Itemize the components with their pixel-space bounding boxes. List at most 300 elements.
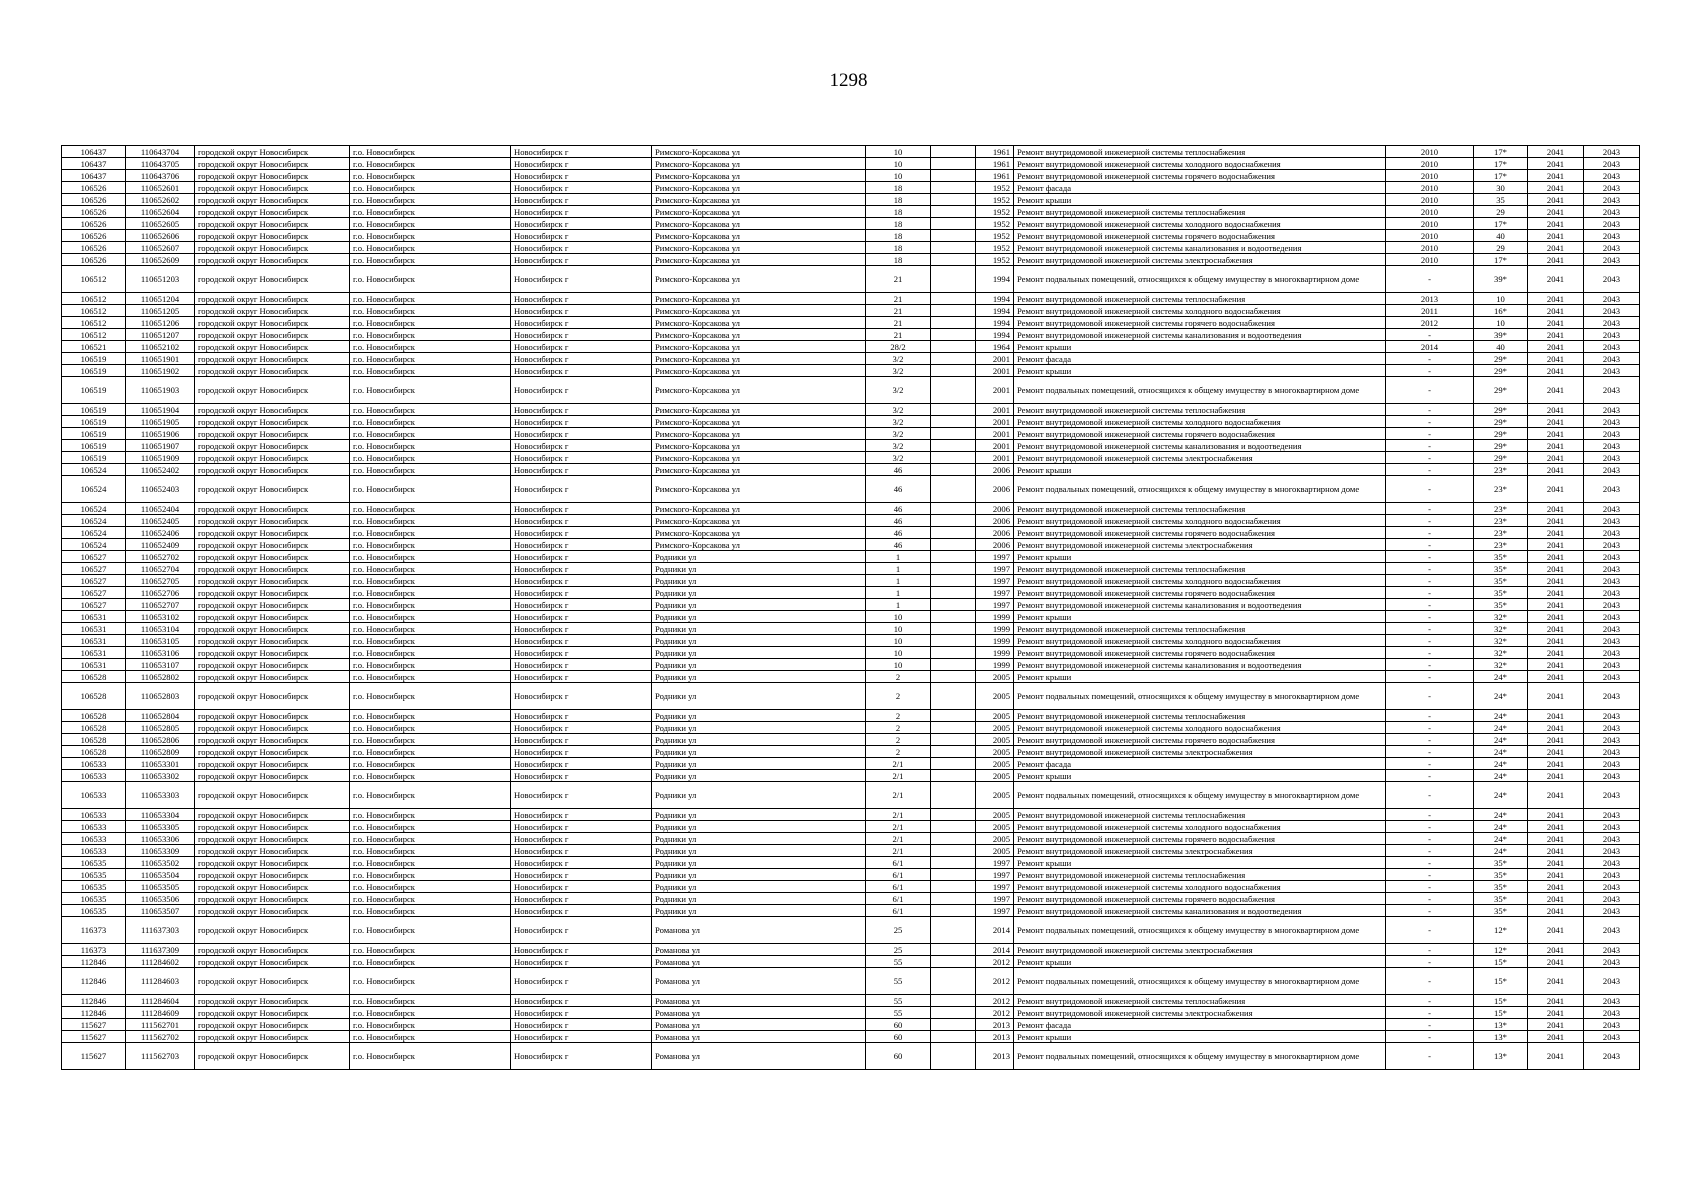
locality-cell: Новосибирск г [511,893,652,905]
house-id-cell: 106521 [62,341,126,353]
settlement-cell: г.о. Новосибирск [350,539,511,551]
last-repair-year-cell: - [1386,956,1474,968]
street-cell: Римского-Корсакова ул [652,305,866,317]
house-id-cell: 116373 [62,917,126,944]
work-id-cell: 110652805 [126,722,195,734]
planned-end-cell: 2043 [1584,440,1640,452]
street-cell: Римского-Корсакова ул [652,503,866,515]
last-repair-year-cell: - [1386,821,1474,833]
street-cell: Романова ул [652,1043,866,1070]
street-cell: Римского-Корсакова ул [652,230,866,242]
house-number-cell: 21 [866,266,931,293]
planned-start-cell: 2041 [1528,869,1584,881]
planned-end-cell: 2043 [1584,683,1640,710]
house-number-cell: 10 [866,158,931,170]
building-cell [931,377,976,404]
locality-cell: Новосибирск г [511,722,652,734]
service-life-cell: 12* [1474,917,1528,944]
work-id-cell: 110652409 [126,539,195,551]
locality-cell: Новосибирск г [511,158,652,170]
street-cell: Родники ул [652,746,866,758]
house-id-cell: 106531 [62,659,126,671]
building-cell [931,464,976,476]
table-row [62,527,1640,539]
planned-start-cell: 2041 [1528,464,1584,476]
planned-start-cell: 2041 [1528,734,1584,746]
building-cell [931,758,976,770]
last-repair-year-cell: 2014 [1386,341,1474,353]
street-cell: Родники ул [652,758,866,770]
work-id-cell: 110652802 [126,671,195,683]
building-cell [931,341,976,353]
planned-end-cell: 2043 [1584,428,1640,440]
street-cell: Родники ул [652,833,866,845]
locality-cell: Новосибирск г [511,1031,652,1043]
service-life-cell: 12* [1474,944,1528,956]
construction-year-cell: 1961 [976,170,1014,182]
settlement-cell: г.о. Новосибирск [350,476,511,503]
table-row [62,881,1640,893]
construction-year-cell: 2005 [976,710,1014,722]
settlement-cell: г.о. Новосибирск [350,683,511,710]
table-row [62,623,1640,635]
planned-start-cell: 2041 [1528,353,1584,365]
work-type-cell: Ремонт внутридомовой инженерной системы холодного водоснабжения [1014,821,1386,833]
street-cell: Римского-Корсакова ул [652,452,866,464]
work-type-cell: Ремонт внутридомовой инженерной системы горячего водоснабжения [1014,527,1386,539]
service-life-cell: 10 [1474,293,1528,305]
house-number-cell: 46 [866,539,931,551]
last-repair-year-cell: - [1386,809,1474,821]
service-life-cell: 24* [1474,821,1528,833]
house-id-cell: 106512 [62,293,126,305]
work-id-cell: 110653106 [126,647,195,659]
building-cell [931,503,976,515]
street-cell: Романова ул [652,1019,866,1031]
building-cell [931,182,976,194]
locality-cell: Новосибирск г [511,671,652,683]
street-cell: Римского-Корсакова ул [652,293,866,305]
house-id-cell: 106524 [62,464,126,476]
work-type-cell: Ремонт внутридомовой инженерной системы электроснабжения [1014,452,1386,464]
street-cell: Родники ул [652,710,866,722]
construction-year-cell: 1994 [976,317,1014,329]
work-id-cell: 110652706 [126,587,195,599]
table-row [62,293,1640,305]
work-type-cell: Ремонт внутридомовой инженерной системы холодного водоснабжения [1014,158,1386,170]
service-life-cell: 24* [1474,734,1528,746]
house-id-cell: 106527 [62,575,126,587]
planned-start-cell: 2041 [1528,476,1584,503]
table-row [62,647,1640,659]
planned-start-cell: 2041 [1528,758,1584,770]
planned-end-cell: 2043 [1584,587,1640,599]
house-number-cell: 3/2 [866,416,931,428]
table-row [62,809,1640,821]
construction-year-cell: 2005 [976,734,1014,746]
last-repair-year-cell: 2010 [1386,242,1474,254]
street-cell: Родники ул [652,722,866,734]
planned-end-cell: 2043 [1584,710,1640,722]
building-cell [931,671,976,683]
table-row [62,365,1640,377]
work-type-cell: Ремонт внутридомовой инженерной системы канализования и водоотведения [1014,440,1386,452]
work-id-cell: 110651203 [126,266,195,293]
building-cell [931,206,976,218]
house-number-cell: 2/1 [866,770,931,782]
municipal-district-cell: городской округ Новосибирск [195,782,350,809]
house-number-cell: 3/2 [866,353,931,365]
last-repair-year-cell: 2010 [1386,182,1474,194]
work-type-cell: Ремонт внутридомовой инженерной системы горячего водоснабжения [1014,230,1386,242]
table-row [62,305,1640,317]
settlement-cell: г.о. Новосибирск [350,218,511,230]
house-number-cell: 25 [866,944,931,956]
house-number-cell: 28/2 [866,341,931,353]
planned-end-cell: 2043 [1584,845,1640,857]
municipal-district-cell: городской округ Новосибирск [195,146,350,158]
settlement-cell: г.о. Новосибирск [350,1019,511,1031]
building-cell [931,317,976,329]
work-id-cell: 110652604 [126,206,195,218]
building-cell [931,575,976,587]
house-id-cell: 106531 [62,647,126,659]
work-id-cell: 111284609 [126,1007,195,1019]
building-cell [931,734,976,746]
service-life-cell: 29* [1474,416,1528,428]
last-repair-year-cell: - [1386,1007,1474,1019]
street-cell: Родники ул [652,782,866,809]
planned-end-cell: 2043 [1584,527,1640,539]
locality-cell: Новосибирск г [511,956,652,968]
locality-cell: Новосибирск г [511,416,652,428]
table-row [62,206,1640,218]
locality-cell: Новосибирск г [511,905,652,917]
service-life-cell: 13* [1474,1031,1528,1043]
house-number-cell: 6/1 [866,905,931,917]
street-cell: Родники ул [652,659,866,671]
work-type-cell: Ремонт внутридомовой инженерной системы канализования и водоотведения [1014,659,1386,671]
service-life-cell: 24* [1474,758,1528,770]
locality-cell: Новосибирск г [511,266,652,293]
house-id-cell: 106526 [62,254,126,266]
municipal-district-cell: городской округ Новосибирск [195,341,350,353]
service-life-cell: 23* [1474,464,1528,476]
service-life-cell: 35* [1474,599,1528,611]
house-number-cell: 2 [866,671,931,683]
work-id-cell: 110651206 [126,317,195,329]
work-id-cell: 110652702 [126,551,195,563]
locality-cell: Новосибирск г [511,452,652,464]
work-type-cell: Ремонт внутридомовой инженерной системы горячего водоснабжения [1014,170,1386,182]
work-type-cell: Ремонт крыши [1014,1031,1386,1043]
street-cell: Родники ул [652,845,866,857]
construction-year-cell: 2005 [976,821,1014,833]
building-cell [931,539,976,551]
work-type-cell: Ремонт внутридомовой инженерной системы горячего водоснабжения [1014,587,1386,599]
house-id-cell: 106535 [62,881,126,893]
table-row [62,476,1640,503]
table-row [62,722,1640,734]
last-repair-year-cell: - [1386,404,1474,416]
house-id-cell: 106527 [62,551,126,563]
building-cell [931,782,976,809]
work-id-cell: 111562703 [126,1043,195,1070]
planned-end-cell: 2043 [1584,242,1640,254]
building-cell [931,404,976,416]
construction-year-cell: 2006 [976,527,1014,539]
building-cell [931,869,976,881]
table-row [62,464,1640,476]
table-row [62,440,1640,452]
table-row [62,671,1640,683]
service-life-cell: 17* [1474,146,1528,158]
construction-year-cell: 1999 [976,623,1014,635]
locality-cell: Новосибирск г [511,377,652,404]
work-type-cell: Ремонт крыши [1014,671,1386,683]
settlement-cell: г.о. Новосибирск [350,230,511,242]
last-repair-year-cell: 2013 [1386,293,1474,305]
building-cell [931,770,976,782]
street-cell: Родники ул [652,647,866,659]
planned-end-cell: 2043 [1584,266,1640,293]
construction-year-cell: 1952 [976,254,1014,266]
house-number-cell: 46 [866,503,931,515]
work-id-cell: 110651905 [126,416,195,428]
construction-year-cell: 1997 [976,587,1014,599]
locality-cell: Новосибирск г [511,575,652,587]
work-type-cell: Ремонт внутридомовой инженерной системы горячего водоснабжения [1014,317,1386,329]
house-number-cell: 1 [866,587,931,599]
building-cell [931,881,976,893]
settlement-cell: г.о. Новосибирск [350,845,511,857]
municipal-district-cell: городской округ Новосибирск [195,722,350,734]
table-body [62,146,1640,1070]
service-life-cell: 15* [1474,968,1528,995]
municipal-district-cell: городской округ Новосибирск [195,746,350,758]
service-life-cell: 35* [1474,881,1528,893]
table-row [62,146,1640,158]
house-number-cell: 6/1 [866,857,931,869]
work-id-cell: 111284603 [126,968,195,995]
house-number-cell: 46 [866,527,931,539]
house-number-cell: 1 [866,575,931,587]
table-row [62,770,1640,782]
service-life-cell: 29* [1474,428,1528,440]
work-id-cell: 110643705 [126,158,195,170]
last-repair-year-cell: - [1386,869,1474,881]
last-repair-year-cell: - [1386,527,1474,539]
locality-cell: Новосибирск г [511,440,652,452]
service-life-cell: 13* [1474,1019,1528,1031]
construction-year-cell: 2006 [976,539,1014,551]
construction-year-cell: 1952 [976,242,1014,254]
last-repair-year-cell: - [1386,968,1474,995]
work-type-cell: Ремонт внутридомовой инженерной системы горячего водоснабжения [1014,428,1386,440]
construction-year-cell: 1961 [976,146,1014,158]
construction-year-cell: 1997 [976,881,1014,893]
municipal-district-cell: городской округ Новосибирск [195,623,350,635]
street-cell: Родники ул [652,587,866,599]
service-life-cell: 35* [1474,575,1528,587]
planned-start-cell: 2041 [1528,968,1584,995]
planned-start-cell: 2041 [1528,377,1584,404]
building-cell [931,917,976,944]
work-id-cell: 110653107 [126,659,195,671]
building-cell [931,440,976,452]
municipal-district-cell: городской округ Новосибирск [195,611,350,623]
planned-start-cell: 2041 [1528,683,1584,710]
planned-end-cell: 2043 [1584,671,1640,683]
street-cell: Родники ул [652,599,866,611]
locality-cell: Новосибирск г [511,329,652,341]
last-repair-year-cell: - [1386,1031,1474,1043]
house-number-cell: 2/1 [866,809,931,821]
planned-end-cell: 2043 [1584,158,1640,170]
service-life-cell: 24* [1474,722,1528,734]
work-type-cell: Ремонт подвальных помещений, относящихся к общему имуществу в многоквартирном доме [1014,1043,1386,1070]
work-type-cell: Ремонт внутридомовой инженерной системы электроснабжения [1014,1007,1386,1019]
house-id-cell: 106535 [62,905,126,917]
last-repair-year-cell: - [1386,416,1474,428]
locality-cell: Новосибирск г [511,503,652,515]
last-repair-year-cell: 2010 [1386,194,1474,206]
last-repair-year-cell: 2010 [1386,146,1474,158]
table-row [62,194,1640,206]
table-row [62,611,1640,623]
service-life-cell: 24* [1474,782,1528,809]
house-id-cell: 106524 [62,503,126,515]
service-life-cell: 17* [1474,158,1528,170]
house-number-cell: 55 [866,968,931,995]
locality-cell: Новосибирск г [511,515,652,527]
work-type-cell: Ремонт фасада [1014,182,1386,194]
table-row [62,377,1640,404]
construction-year-cell: 1994 [976,305,1014,317]
planned-start-cell: 2041 [1528,575,1584,587]
work-type-cell: Ремонт крыши [1014,857,1386,869]
street-cell: Римского-Корсакова ул [652,266,866,293]
last-repair-year-cell: - [1386,551,1474,563]
service-life-cell: 24* [1474,671,1528,683]
settlement-cell: г.о. Новосибирск [350,575,511,587]
table-row [62,242,1640,254]
municipal-district-cell: городской округ Новосибирск [195,476,350,503]
last-repair-year-cell: - [1386,1019,1474,1031]
building-cell [931,365,976,377]
construction-year-cell: 2001 [976,416,1014,428]
house-number-cell: 10 [866,647,931,659]
locality-cell: Новосибирск г [511,833,652,845]
planned-start-cell: 2041 [1528,635,1584,647]
building-cell [931,266,976,293]
service-life-cell: 32* [1474,635,1528,647]
municipal-district-cell: городской округ Новосибирск [195,452,350,464]
table-row [62,1043,1640,1070]
construction-year-cell: 2013 [976,1019,1014,1031]
work-type-cell: Ремонт внутридомовой инженерной системы горячего водоснабжения [1014,734,1386,746]
last-repair-year-cell: - [1386,266,1474,293]
work-id-cell: 110651903 [126,377,195,404]
work-id-cell: 110653506 [126,893,195,905]
locality-cell: Новосибирск г [511,746,652,758]
last-repair-year-cell: - [1386,995,1474,1007]
locality-cell: Новосибирск г [511,995,652,1007]
table-row [62,857,1640,869]
table-row [62,821,1640,833]
street-cell: Римского-Корсакова ул [652,440,866,452]
locality-cell: Новосибирск г [511,944,652,956]
settlement-cell: г.о. Новосибирск [350,452,511,464]
work-type-cell: Ремонт подвальных помещений, относящихся к общему имуществу в многоквартирном доме [1014,917,1386,944]
house-id-cell: 116373 [62,944,126,956]
planned-start-cell: 2041 [1528,170,1584,182]
house-id-cell: 106519 [62,428,126,440]
planned-end-cell: 2043 [1584,515,1640,527]
house-number-cell: 10 [866,146,931,158]
municipal-district-cell: городской округ Новосибирск [195,1007,350,1019]
house-number-cell: 18 [866,194,931,206]
planned-end-cell: 2043 [1584,539,1640,551]
settlement-cell: г.о. Новосибирск [350,353,511,365]
municipal-district-cell: городской округ Новосибирск [195,770,350,782]
building-cell [931,254,976,266]
settlement-cell: г.о. Новосибирск [350,266,511,293]
planned-end-cell: 2043 [1584,575,1640,587]
street-cell: Римского-Корсакова ул [652,194,866,206]
service-life-cell: 24* [1474,845,1528,857]
locality-cell: Новосибирск г [511,770,652,782]
street-cell: Родники ул [652,734,866,746]
house-number-cell: 10 [866,623,931,635]
building-cell [931,647,976,659]
work-id-cell: 110652705 [126,575,195,587]
building-cell [931,218,976,230]
settlement-cell: г.о. Новосибирск [350,365,511,377]
work-type-cell: Ремонт внутридомовой инженерной системы теплоснабжения [1014,995,1386,1007]
table-row [62,905,1640,917]
last-repair-year-cell: 2010 [1386,206,1474,218]
planned-start-cell: 2041 [1528,230,1584,242]
table-row [62,404,1640,416]
locality-cell: Новосибирск г [511,464,652,476]
street-cell: Родники ул [652,821,866,833]
street-cell: Римского-Корсакова ул [652,242,866,254]
street-cell: Римского-Корсакова ул [652,539,866,551]
house-id-cell: 112846 [62,968,126,995]
municipal-district-cell: городской округ Новосибирск [195,206,350,218]
planned-end-cell: 2043 [1584,329,1640,341]
house-number-cell: 3/2 [866,365,931,377]
last-repair-year-cell: - [1386,1043,1474,1070]
work-id-cell: 110652605 [126,218,195,230]
municipal-district-cell: городской округ Новосибирск [195,428,350,440]
settlement-cell: г.о. Новосибирск [350,722,511,734]
work-id-cell: 110651909 [126,452,195,464]
last-repair-year-cell: - [1386,710,1474,722]
table-row [62,1031,1640,1043]
service-life-cell: 17* [1474,170,1528,182]
work-type-cell: Ремонт внутридомовой инженерной системы теплоснабжения [1014,563,1386,575]
building-cell [931,158,976,170]
table-row [62,758,1640,770]
last-repair-year-cell: 2010 [1386,254,1474,266]
building-cell [931,416,976,428]
last-repair-year-cell: - [1386,671,1474,683]
last-repair-year-cell: - [1386,623,1474,635]
street-cell: Родники ул [652,881,866,893]
work-type-cell: Ремонт внутридомовой инженерной системы канализования и водоотведения [1014,599,1386,611]
